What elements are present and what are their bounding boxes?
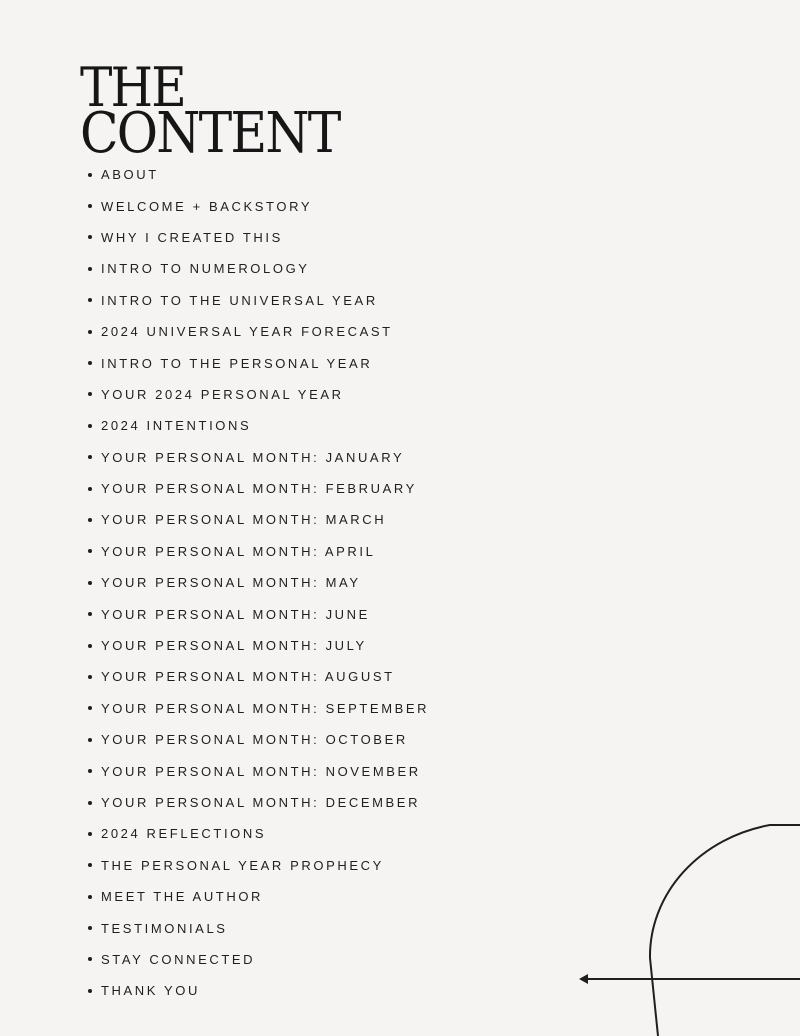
toc-item — [86, 410, 429, 441]
toc-item-label: TESTIMONIALS — [101, 920, 228, 936]
bullet-icon — [88, 330, 92, 334]
bullet-icon — [88, 801, 92, 805]
toc-item-label: INTRO TO NUMEROLOGY — [101, 261, 310, 277]
toc-item — [86, 442, 429, 473]
bullet-icon — [88, 549, 92, 553]
bullet-icon — [88, 392, 92, 396]
bullet-icon — [88, 361, 92, 365]
toc-item-label: THE PERSONAL YEAR PROPHECY — [101, 857, 384, 873]
bullet-icon — [88, 487, 92, 491]
toc-item — [86, 159, 429, 190]
decorative-graphic — [570, 818, 800, 1036]
bullet-icon — [88, 455, 92, 459]
toc-item — [86, 598, 429, 629]
toc-item — [86, 724, 429, 755]
left-arrow-icon — [579, 974, 800, 984]
bullet-icon — [88, 204, 92, 208]
toc-item-label: ABOUT — [101, 167, 159, 183]
toc-item-label: YOUR 2024 PERSONAL YEAR — [101, 386, 344, 402]
toc-item-label: YOUR PERSONAL MONTH: AUGUST — [101, 669, 395, 685]
toc-item-label: YOUR PERSONAL MONTH: DECEMBER — [101, 795, 421, 810]
toc-item — [86, 850, 429, 881]
toc-item — [86, 190, 429, 221]
bullet-icon — [88, 957, 92, 961]
toc-item-label: YOUR PERSONAL MONTH: JUNE — [101, 606, 370, 622]
toc-item-label: YOUR PERSONAL MONTH: JANUARY — [101, 449, 405, 465]
toc-item — [86, 504, 429, 535]
toc-item — [86, 693, 429, 724]
toc-item-label: YOUR PERSONAL MONTH: JULY — [101, 638, 367, 654]
bullet-icon — [88, 235, 92, 239]
toc-item — [86, 316, 429, 347]
toc-item — [86, 379, 429, 410]
bullet-icon — [88, 644, 92, 648]
toc-item — [86, 473, 429, 504]
toc-item-label: YOUR PERSONAL MONTH: SEPTEMBER — [101, 700, 430, 716]
toc-item — [86, 347, 429, 378]
toc-item — [86, 222, 429, 253]
toc-item — [86, 881, 429, 912]
toc-item — [86, 787, 429, 818]
toc-item — [86, 536, 429, 567]
toc-item-label: WHY I CREATED THIS — [101, 229, 283, 245]
toc-item-label: YOUR PERSONAL MONTH: APRIL — [101, 543, 376, 559]
bullet-icon — [88, 706, 92, 710]
bullet-icon — [88, 173, 92, 177]
bullet-icon — [88, 863, 92, 867]
toc-item — [86, 912, 429, 943]
bullet-icon — [88, 581, 92, 585]
toc-item-label: YOUR PERSONAL MONTH: MAY — [101, 575, 361, 591]
bullet-icon — [88, 769, 92, 773]
toc-item-label: YOUR PERSONAL MONTH: NOVEMBER — [101, 763, 421, 779]
toc-item — [86, 285, 429, 316]
bullet-icon — [88, 926, 92, 930]
bullet-icon — [88, 298, 92, 302]
toc-item — [86, 944, 429, 975]
page-title — [80, 56, 340, 167]
toc-item-label: YOUR PERSONAL MONTH: MARCH — [101, 512, 387, 528]
title-line-the: THE — [80, 56, 185, 120]
toc-item — [86, 975, 429, 1006]
toc-item-label: INTRO TO THE PERSONAL YEAR — [101, 355, 373, 371]
toc-item-label: WELCOME + BACKSTORY — [101, 198, 313, 214]
toc-item — [86, 661, 429, 692]
bullet-icon — [88, 267, 92, 271]
bullet-icon — [88, 738, 92, 742]
toc-item-label: THANK YOU — [101, 983, 201, 999]
bullet-icon — [88, 612, 92, 616]
toc-item — [86, 253, 429, 284]
bullet-icon — [88, 989, 92, 993]
bullet-icon — [88, 895, 92, 899]
toc-item-label: MEET THE AUTHOR — [101, 889, 264, 905]
bullet-icon — [88, 675, 92, 679]
toc-item-label: 2024 UNIVERSAL YEAR FORECAST — [101, 324, 393, 340]
toc-item-label: YOUR PERSONAL MONTH: FEBRUARY — [101, 481, 417, 497]
bullet-icon — [88, 518, 92, 522]
bullet-icon — [88, 424, 92, 428]
bullet-icon — [88, 832, 92, 836]
toc-item-label: STAY CONNECTED — [101, 951, 256, 967]
toc-item — [86, 755, 429, 786]
toc-item-label: INTRO TO THE UNIVERSAL YEAR — [101, 292, 378, 308]
title-line-content: CONTENT — [80, 101, 340, 167]
toc-item — [86, 818, 429, 849]
semicircle-arch-icon — [650, 825, 800, 1036]
toc-item-label: 2024 INTENTIONS — [101, 418, 252, 434]
toc-item — [86, 630, 429, 661]
toc-item — [86, 567, 429, 598]
table-of-contents — [86, 159, 429, 1007]
toc-item-label: YOUR PERSONAL MONTH: OCTOBER — [101, 732, 408, 748]
toc-item-label: 2024 REFLECTIONS — [101, 826, 267, 842]
